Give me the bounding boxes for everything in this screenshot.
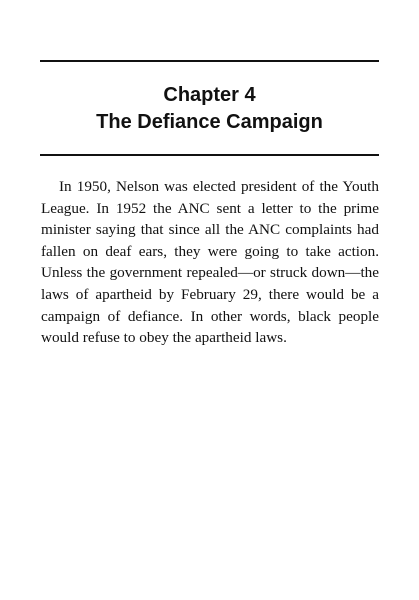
chapter-title: The Defiance Campaign [96, 111, 323, 133]
chapter-number: Chapter 4 [163, 84, 256, 106]
bottom-divider [40, 154, 379, 156]
chapter-heading [40, 82, 379, 136]
body-paragraph: In 1950, Nelson was elected president of the Youth League. In 1952 the ANC sent a letter to the prime minister saying that since all the ANC complaints had fallen on deaf ears, they were going to take action. Unless the government repealed—or struck down—the laws of apartheid by February 29, there would be a campaign of defiance. In other words, black people would refuse to obey the apartheid laws. [41, 178, 379, 347]
top-divider [40, 60, 379, 62]
